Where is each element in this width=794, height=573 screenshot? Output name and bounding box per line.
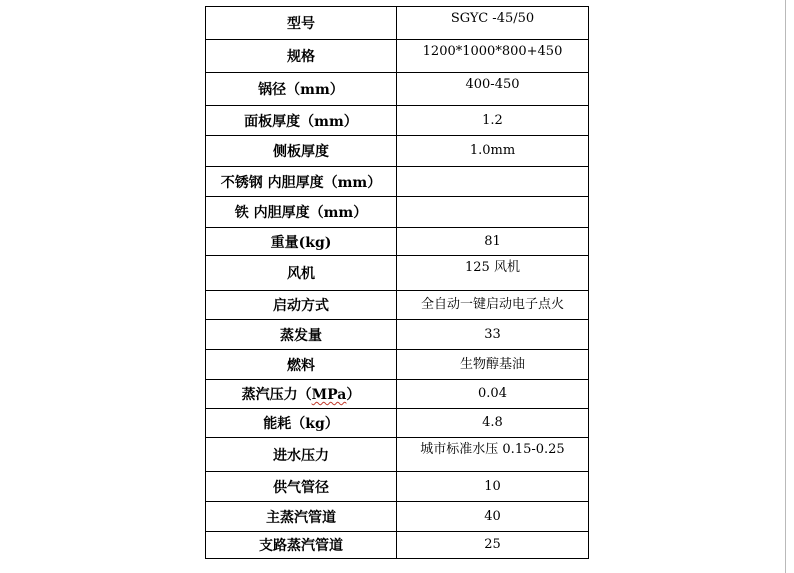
row-label: 规格	[206, 40, 397, 73]
row-label: 面板厚度（mm）	[206, 106, 397, 136]
row-label: 支路蒸汽管道	[206, 532, 397, 559]
row-value: 1200*1000*800+450	[397, 40, 589, 73]
row-label-prefix: 蒸汽压力（	[241, 387, 312, 403]
row-value: 1.2	[397, 106, 589, 136]
row-label: 进水压力	[206, 438, 397, 472]
row-label	[206, 380, 397, 409]
row-value: 33	[397, 320, 589, 350]
page-edge-rule	[785, 0, 786, 573]
row-value: 25	[397, 532, 589, 559]
spec-table	[205, 6, 589, 559]
row-label: 启动方式	[206, 291, 397, 320]
row-value: 81	[397, 228, 589, 256]
table-row	[206, 167, 589, 197]
row-label: 型号	[206, 7, 397, 40]
table-row	[206, 197, 589, 228]
mpa-unit: MPa	[311, 387, 347, 403]
row-label: 供气管径	[206, 472, 397, 502]
table-row	[206, 532, 589, 559]
row-label: 主蒸汽管道	[206, 502, 397, 532]
table-row	[206, 472, 589, 502]
row-label: 不锈钢 内胆厚度（mm）	[206, 167, 397, 197]
table-row	[206, 409, 589, 438]
table-row	[206, 291, 589, 320]
table-row	[206, 40, 589, 73]
table-row	[206, 320, 589, 350]
row-value	[397, 167, 589, 197]
row-label: 蒸发量	[206, 320, 397, 350]
row-label: 铁 内胆厚度（mm）	[206, 197, 397, 228]
table-row	[206, 438, 589, 472]
row-value: 城市标准水压 0.15-0.25	[397, 438, 589, 472]
table-row	[206, 73, 589, 106]
row-label-suffix: ）	[346, 387, 361, 403]
row-value: 10	[397, 472, 589, 502]
row-value: 125 风机	[397, 256, 589, 291]
row-value: 40	[397, 502, 589, 532]
row-value: SGYC -45/50	[397, 7, 589, 40]
table-row	[206, 502, 589, 532]
row-value	[397, 197, 589, 228]
table-row	[206, 256, 589, 291]
table-row	[206, 380, 589, 409]
row-value: 400-450	[397, 73, 589, 106]
row-label: 燃料	[206, 350, 397, 380]
row-value: 生物醇基油	[397, 350, 589, 380]
table-row	[206, 7, 589, 40]
table-row	[206, 106, 589, 136]
row-value: 1.0mm	[397, 136, 589, 167]
row-value: 4.8	[397, 409, 589, 438]
row-label: 锅径（mm）	[206, 73, 397, 106]
table-row	[206, 350, 589, 380]
table-row	[206, 136, 589, 167]
row-value: 全自动一键启动电子点火	[397, 291, 589, 320]
row-value: 0.04	[397, 380, 589, 409]
row-label: 侧板厚度	[206, 136, 397, 167]
table-row	[206, 228, 589, 256]
row-label: 重量(kg)	[206, 228, 397, 256]
row-label: 能耗（kg）	[206, 409, 397, 438]
row-label: 风机	[206, 256, 397, 291]
